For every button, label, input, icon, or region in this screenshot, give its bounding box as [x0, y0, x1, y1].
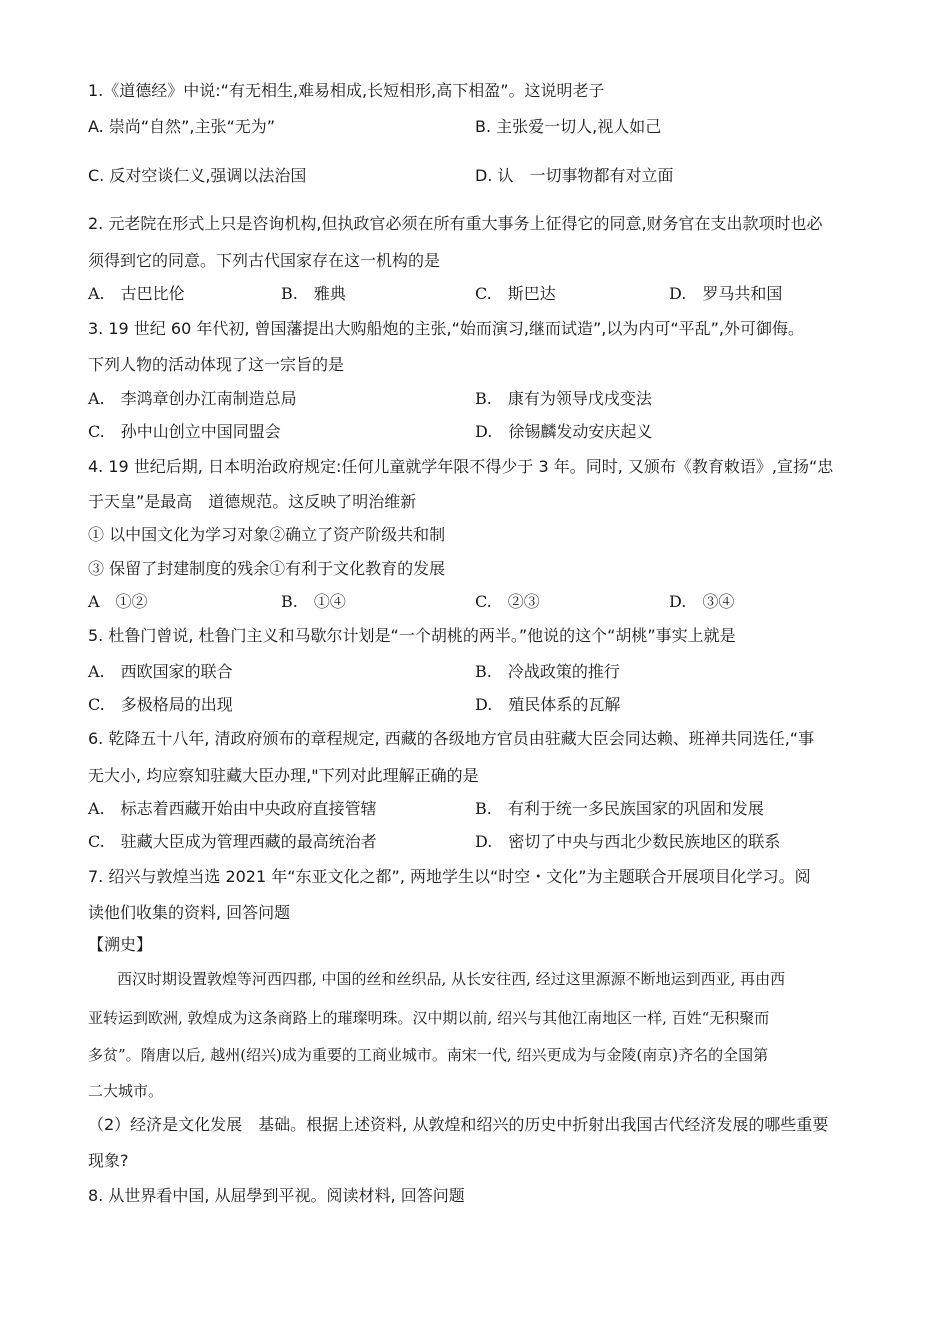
question-4-statement-line-1: ① 以中国文化为学习对象②确立了资产阶级共和制: [88, 525, 446, 544]
question-3-option-a: A. 李鸿章创办江南制造总局: [88, 389, 297, 408]
question-7-stem-line-2: 读他们收集的资料, 回答问题: [88, 903, 291, 922]
question-5-option-a: A. 西欧国家的联合: [88, 662, 233, 681]
question-2-option-c: C. 斯巴达: [475, 284, 556, 303]
question-4-statement-line-2: ③ 保留了封建制度的残余①有利于文化教育的发展: [88, 559, 446, 578]
question-6-option-d: D. 密切了中央与西北少数民族地区的联系: [475, 832, 781, 851]
question-7-stem-line-1: 7. 绍兴与敦煌当选 2021 年“东亚文化之都”, 两地学生以“时空・文化”为主题联合开展项目化学习。阅: [88, 867, 811, 886]
question-3-stem-line-1: 3. 19 世纪 60 年代初, 曾国藩提出大购船炮的主张,“始而演习,继而试造”,以为内可“平乱”,外可御侮。: [88, 319, 805, 338]
question-6-option-a: A. 标志着西藏开始由中央政府直接管辖: [88, 799, 377, 818]
question-4-option-a: A ①②: [88, 592, 148, 611]
question-4-stem-line-2: 于天皇”是最高 道德规范。这反映了明治维新: [88, 492, 417, 511]
question-5-stem: 5. 杜鲁门曾说, 杜鲁门主义和马歇尔计划是“一个胡桃的两半。”他说的这个“胡桃”事实上就是: [88, 626, 736, 645]
question-1-option-d: D. 认 一切事物都有对立面: [475, 166, 674, 185]
question-2-option-b: B. 雅典: [281, 284, 346, 303]
question-3-option-c: C. 孙中山创立中国同盟会: [88, 422, 281, 441]
subquestion-line-1: （2）经济是文化发展 基础。根据上述资料, 从敦煌和绍兴的历史中折射出我国古代经济发展的哪些重要: [88, 1115, 829, 1134]
question-3-option-d: D. 徐锡麟发动安庆起义: [475, 422, 653, 441]
question-1-option-c: C. 反对空谈仁义,强调以法治国: [88, 166, 307, 185]
material-line-4: 二大城市。: [88, 1082, 164, 1100]
question-4-option-c: C. ②③: [475, 592, 540, 611]
material-heading: 【溯史】: [88, 935, 153, 954]
question-5-option-c: C. 多极格局的出现: [88, 695, 233, 714]
question-6-stem-line-2: 无大小, 均应察知驻藏大臣办理,"下列对此理解正确的是: [88, 766, 479, 785]
question-1-option-b: B. 主张爱一切人,视人如己: [475, 117, 662, 136]
question-8-stem: 8. 从世界看中国, 从屈學到平视。阅读材料, 回答问题: [88, 1186, 465, 1205]
question-5-option-b: B. 冷战政策的推行: [475, 662, 620, 681]
question-5-option-d: D. 殖民体系的瓦解: [475, 695, 621, 714]
question-4-option-b: B. ①④: [281, 592, 346, 611]
question-1-option-a: A. 崇尚“自然”,主张“无为”: [88, 117, 276, 136]
question-2-stem-line-1: 2. 元老院在形式上只是咨询机构,但执政官必须在所有重大事务上征得它的同意,财务官在支出款项时也必: [88, 214, 823, 233]
question-2-stem-line-2: 须得到它的同意。下列古代国家存在这一机构的是: [88, 251, 441, 270]
material-line-2: 亚转运到欧洲, 敦煌成为这条商路上的璀璨明珠。汉中期以前, 绍兴与其他江南地区一样, 百姓“无积聚而: [88, 1009, 770, 1027]
question-6-option-b: B. 有利于统一多民族国家的巩固和发展: [475, 799, 764, 818]
subquestion-line-2: 现象?: [88, 1151, 129, 1170]
question-6-option-c: C. 驻藏大臣成为管理西藏的最高统治者: [88, 832, 377, 851]
question-3-option-b: B. 康有为领导戊戌变法: [475, 389, 652, 408]
question-4-stem-line-1: 4. 19 世纪后期, 日本明治政府规定:任何儿童就学年限不得少于 3 年。同时, 又颁布《教育敕语》,宣扬“忠: [88, 457, 834, 476]
question-4-option-d: D. ③④: [669, 592, 735, 611]
question-6-stem-line-1: 6. 乾降五十八年, 清政府颁布的章程规定, 西藏的各级地方官员由驻藏大臣会同达赖、班禅共同选任,“事: [88, 729, 815, 748]
question-2-option-d: D. 罗马共和国: [669, 284, 783, 303]
material-line-3: 多贫”。隋唐以后, 越州(绍兴)成为重要的工商业城市。南宋一代, 绍兴更成为与金陵(南京)齐名的全国第: [88, 1046, 769, 1064]
material-line-1: 西汉时期设置敦煌等河西四郡, 中国的丝和丝织品, 从长安往西, 经过这里源源不断地运到西亚, 再由西: [117, 970, 786, 988]
question-2-option-a: A. 古巴比伦: [88, 284, 185, 303]
question-1-stem: 1.《道德经》中说:“有无相生,难易相成,长短相形,高下相盈”。这说明老子: [88, 81, 605, 100]
question-3-stem-line-2: 下列人物的活动体现了这一宗旨的是: [88, 355, 345, 374]
